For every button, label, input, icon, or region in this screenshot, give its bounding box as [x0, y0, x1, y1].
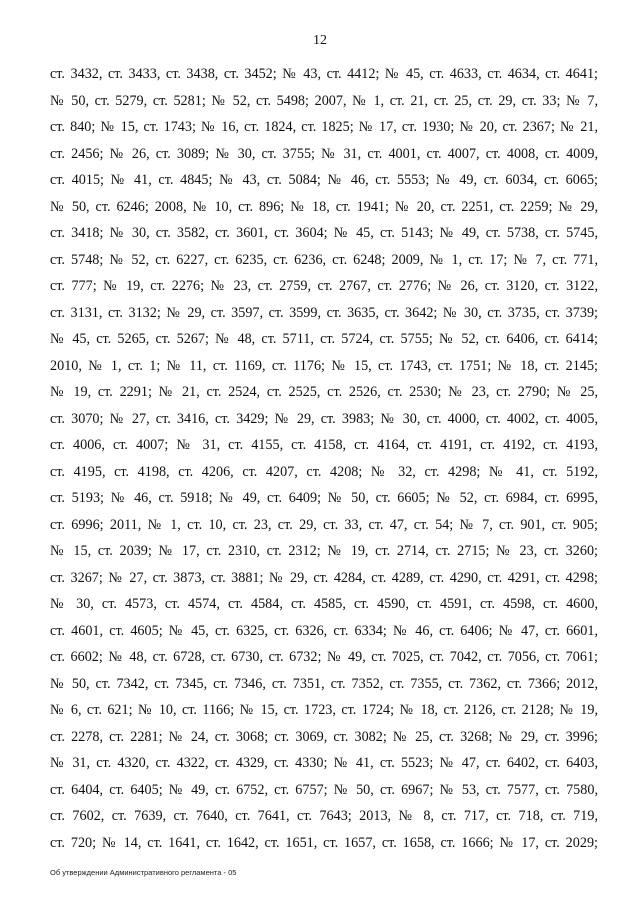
text-line: ст. 6404, ст. 6405; № 49, ст. 6752, ст. 6757; № 50, ст. 6967; № 53, ст. 7577, ст. 7580,	[50, 781, 598, 798]
text-line: ст. 840; № 15, ст. 1743; № 16, ст. 1824, ст. 1825; № 17, ст. 1930; № 20, ст. 2367; № 21,	[50, 119, 598, 135]
text-line: ст. 3131, ст. 3132; № 29, ст. 3597, ст. 3599, ст. 3635, ст. 3642; № 30, ст. 3735, ст. 3739;	[50, 304, 598, 321]
text-line: ст. 4015; № 41, ст. 4845; № 43, ст. 5084; № 46, ст. 5553; № 49, ст. 6034, ст. 6065;	[50, 172, 598, 188]
text-line: ст. 3418; № 30, ст. 3582, ст. 3601, ст. 3604; № 45, ст. 5143; № 49, ст. 5738, ст. 5745,	[50, 225, 598, 241]
text-line: ст. 3432, ст. 3433, ст. 3438, ст. 3452; № 43, ст. 4412; № 45, ст. 4633, ст. 4634, ст. 4641;	[50, 66, 598, 82]
text-line: 2010, № 1, ст. 1; № 11, ст. 1169, ст. 1176; № 15, ст. 1743, ст. 1751; № 18, ст. 2145;	[50, 357, 598, 374]
text-line: ст. 777; № 19, ст. 2276; № 23, ст. 2759, ст. 2767, ст. 2776; № 26, ст. 3120, ст. 3122,	[50, 278, 598, 294]
text-line: № 30, ст. 4573, ст. 4574, ст. 4584, ст. 4585, ст. 4590, ст. 4591, ст. 4598, ст. 4600,	[50, 596, 598, 612]
text-line: № 19, ст. 2291; № 21, ст. 2524, ст. 2525, ст. 2526, ст. 2530; № 23, ст. 2790; № 25,	[50, 384, 598, 400]
text-line: ст. 5748; № 52, ст. 6227, ст. 6235, ст. 6236, ст. 6248; 2009, № 1, ст. 17; № 7, ст. 771,	[50, 251, 598, 268]
text-line: ст. 3070; № 27, ст. 3416, ст. 3429; № 29, ст. 3983; № 30, ст. 4000, ст. 4002, ст. 4005,	[50, 410, 598, 427]
text-line: № 31, ст. 4320, ст. 4322, ст. 4329, ст. 4330; № 41, ст. 5523; № 47, ст. 6402, ст. 6403,	[50, 755, 598, 771]
text-line: ст. 3267; № 27, ст. 3873, ст. 3881; № 29, ст. 4284, ст. 4289, ст. 4290, ст. 4291, ст. 4298;	[50, 569, 598, 586]
text-line: № 15, ст. 2039; № 17, ст. 2310, ст. 2312; № 19, ст. 2714, ст. 2715; № 23, ст. 3260;	[50, 543, 598, 559]
text-line: № 50, ст. 6246; 2008, № 10, ст. 896; № 18, ст. 1941; № 20, ст. 2251, ст. 2259; № 29,	[50, 198, 598, 215]
text-line: № 50, ст. 5279, ст. 5281; № 52, ст. 5498; 2007, № 1, ст. 21, ст. 25, ст. 29, ст. 33; № 7,	[50, 92, 598, 109]
text-line: № 45, ст. 5265, ст. 5267; № 48, ст. 5711, ст. 5724, ст. 5755; № 52, ст. 6406, ст. 6414;	[50, 331, 598, 347]
text-line: ст. 2456; № 26, ст. 3089; № 30, ст. 3755; № 31, ст. 4001, ст. 4007, ст. 4008, ст. 4009,	[50, 145, 598, 162]
footer-note: Об утверждении Административного регламента - 05	[50, 868, 237, 877]
text-line: ст. 4601, ст. 4605; № 45, ст. 6325, ст. 6326, ст. 6334; № 46, ст. 6406; № 47, ст. 6601,	[50, 622, 598, 639]
text-line: № 6, ст. 621; № 10, ст. 1166; № 15, ст. 1723, ст. 1724; № 18, ст. 2126, ст. 2128; № 19,	[50, 702, 598, 718]
text-line: ст. 4195, ст. 4198, ст. 4206, ст. 4207, ст. 4208; № 32, ст. 4298; № 41, ст. 5192,	[50, 463, 598, 480]
page-number: 12	[313, 33, 327, 48]
text-line: ст. 4006, ст. 4007; № 31, ст. 4155, ст. 4158, ст. 4164, ст. 4191, ст. 4192, ст. 4193,	[50, 437, 598, 453]
text-line: ст. 6602; № 48, ст. 6728, ст. 6730, ст. 6732; № 49, ст. 7025, ст. 7042, ст. 7056, ст. 7061;	[50, 649, 598, 665]
body-text	[50, 64, 598, 859]
text-line: ст. 6996; 2011, № 1, ст. 10, ст. 23, ст. 29, ст. 33, ст. 47, ст. 54; № 7, ст. 901, ст. 905;	[50, 516, 598, 533]
text-line: ст. 7602, ст. 7639, ст. 7640, ст. 7641, ст. 7643; 2013, № 8, ст. 717, ст. 718, ст. 719,	[50, 808, 598, 824]
text-line: № 50, ст. 7342, ст. 7345, ст. 7346, ст. 7351, ст. 7352, ст. 7355, ст. 7362, ст. 7366; 2012,	[50, 675, 598, 692]
text-line: ст. 2278, ст. 2281; № 24, ст. 3068; ст. 3069, ст. 3082; № 25, ст. 3268; № 29, ст. 3996;	[50, 728, 598, 745]
text-line: ст. 720; № 14, ст. 1641, ст. 1642, ст. 1651, ст. 1657, ст. 1658, ст. 1666; № 17, ст. 2029;	[50, 834, 598, 851]
text-line: ст. 5193; № 46, ст. 5918; № 49, ст. 6409; № 50, ст. 6605; № 52, ст. 6984, ст. 6995,	[50, 490, 598, 506]
